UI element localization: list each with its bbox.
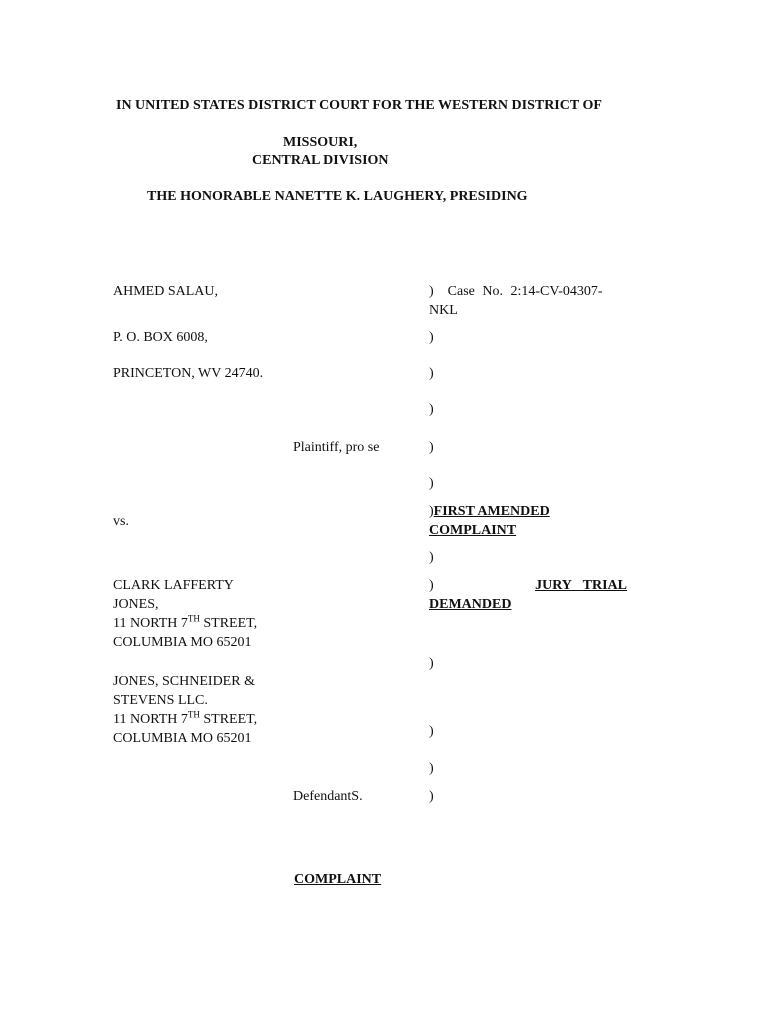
document-title: )FIRST AMENDED bbox=[429, 504, 550, 519]
plaintiff-name: AHMED SALAU, bbox=[113, 284, 218, 299]
bracket: ) bbox=[429, 550, 434, 565]
defendants-role: DefendantS. bbox=[293, 789, 363, 804]
bracket: ) bbox=[429, 402, 434, 417]
court-division: CENTRAL DIVISION bbox=[252, 153, 389, 168]
document-title-line2: COMPLAINT bbox=[429, 523, 517, 538]
plaintiff-role: Plaintiff, pro se bbox=[293, 440, 380, 455]
bracket: ) bbox=[429, 476, 434, 491]
plaintiff-address-line1: P. O. BOX 6008, bbox=[113, 330, 208, 345]
defendant2-name-line2: STEVENS LLC. bbox=[113, 693, 208, 708]
court-header-line1: IN UNITED STATES DISTRICT COURT FOR THE WESTERN DISTRICT OF bbox=[116, 98, 602, 113]
case-number-cont: NKL bbox=[429, 303, 458, 318]
jury-trial-demand: ) JURY TRIAL bbox=[429, 578, 627, 593]
case-number: ) Case No. 2:14-CV-04307- bbox=[429, 284, 603, 299]
defendant1-city: COLUMBIA MO 65201 bbox=[113, 635, 252, 650]
bracket: ) bbox=[429, 366, 434, 381]
defendant2-name-line1: JONES, SCHNEIDER & bbox=[113, 674, 255, 689]
defendant1-name-line1: CLARK LAFFERTY bbox=[113, 578, 234, 593]
court-header-line2: MISSOURI, bbox=[283, 135, 358, 150]
bracket: ) bbox=[429, 789, 434, 804]
bracket: ) bbox=[429, 330, 434, 345]
defendant1-name-line2: JONES, bbox=[113, 597, 159, 612]
bracket: ) bbox=[429, 761, 434, 776]
presiding-judge: THE HONORABLE NANETTE K. LAUGHERY, PRESIDING bbox=[147, 189, 528, 204]
jury-trial-demand-line2: DEMANDED bbox=[429, 597, 512, 612]
complaint-heading: COMPLAINT bbox=[294, 872, 382, 887]
bracket: ) bbox=[429, 440, 434, 455]
defendant1-street: 11 NORTH 7TH STREET, bbox=[113, 613, 258, 631]
bracket: ) bbox=[429, 724, 434, 739]
bracket: ) bbox=[429, 656, 434, 671]
versus-label: vs. bbox=[113, 514, 129, 529]
defendant2-street: 11 NORTH 7TH STREET, bbox=[113, 709, 258, 727]
plaintiff-address-line2: PRINCETON, WV 24740. bbox=[113, 366, 264, 381]
defendant2-city: COLUMBIA MO 65201 bbox=[113, 731, 252, 746]
